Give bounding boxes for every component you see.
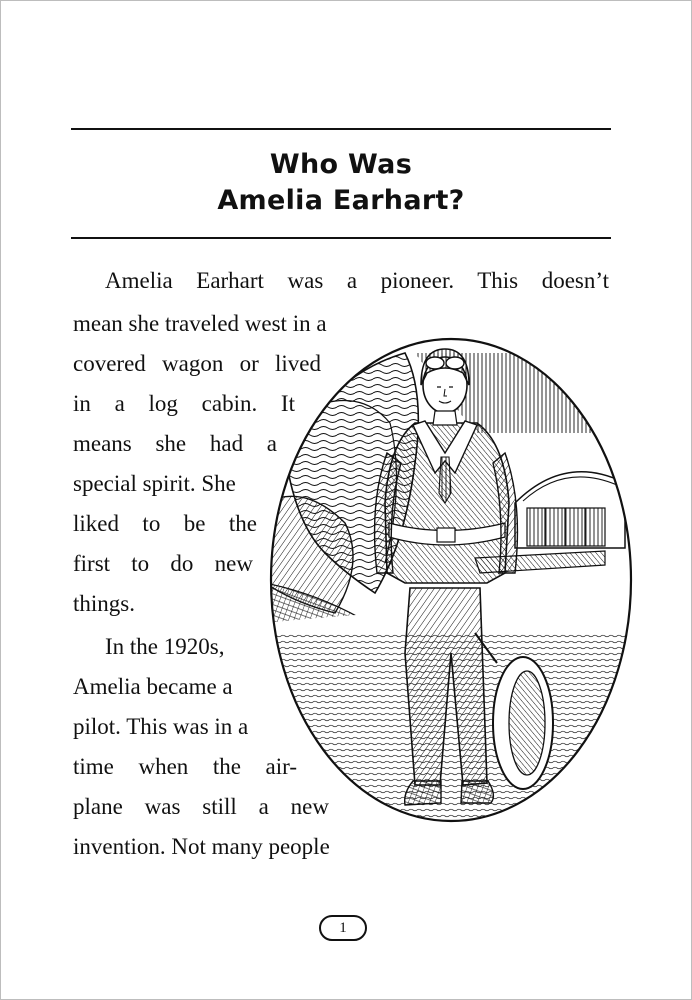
- body-line-3: covered wagon or lived: [73, 351, 321, 376]
- body-line-4: in a log cabin. It: [73, 391, 295, 416]
- body-line-10: In the 1920s,: [105, 634, 225, 659]
- title-top-rule: [71, 128, 611, 130]
- chapter-title-line-2: Amelia Earhart?: [217, 185, 465, 216]
- body-line-1: Amelia Earhart was a pioneer. This doesn’t: [105, 268, 609, 293]
- body-line-5: means she had a: [73, 431, 277, 456]
- body-line-15: invention. Not many people: [73, 834, 330, 859]
- body-line-8: first to do new: [73, 551, 253, 576]
- body-line-9: things.: [73, 591, 135, 616]
- body-line-13: time when the air-: [73, 754, 297, 779]
- body-line-7: liked to be the: [73, 511, 257, 536]
- body-line-2: mean she traveled west in a: [73, 311, 327, 336]
- body-line-12: pilot. This was in a: [73, 714, 249, 739]
- body-line-14: plane was still a new: [73, 794, 329, 819]
- body-line-6: special spirit. She: [73, 471, 236, 496]
- body-line-11: Amelia became a: [73, 674, 233, 699]
- title-bottom-rule: [71, 237, 611, 239]
- chapter-title-line-1: Who Was: [269, 149, 413, 180]
- chapter-title: [71, 147, 611, 219]
- pilot-airplane-illustration: [265, 333, 637, 827]
- page-number-badge: 1: [319, 915, 367, 941]
